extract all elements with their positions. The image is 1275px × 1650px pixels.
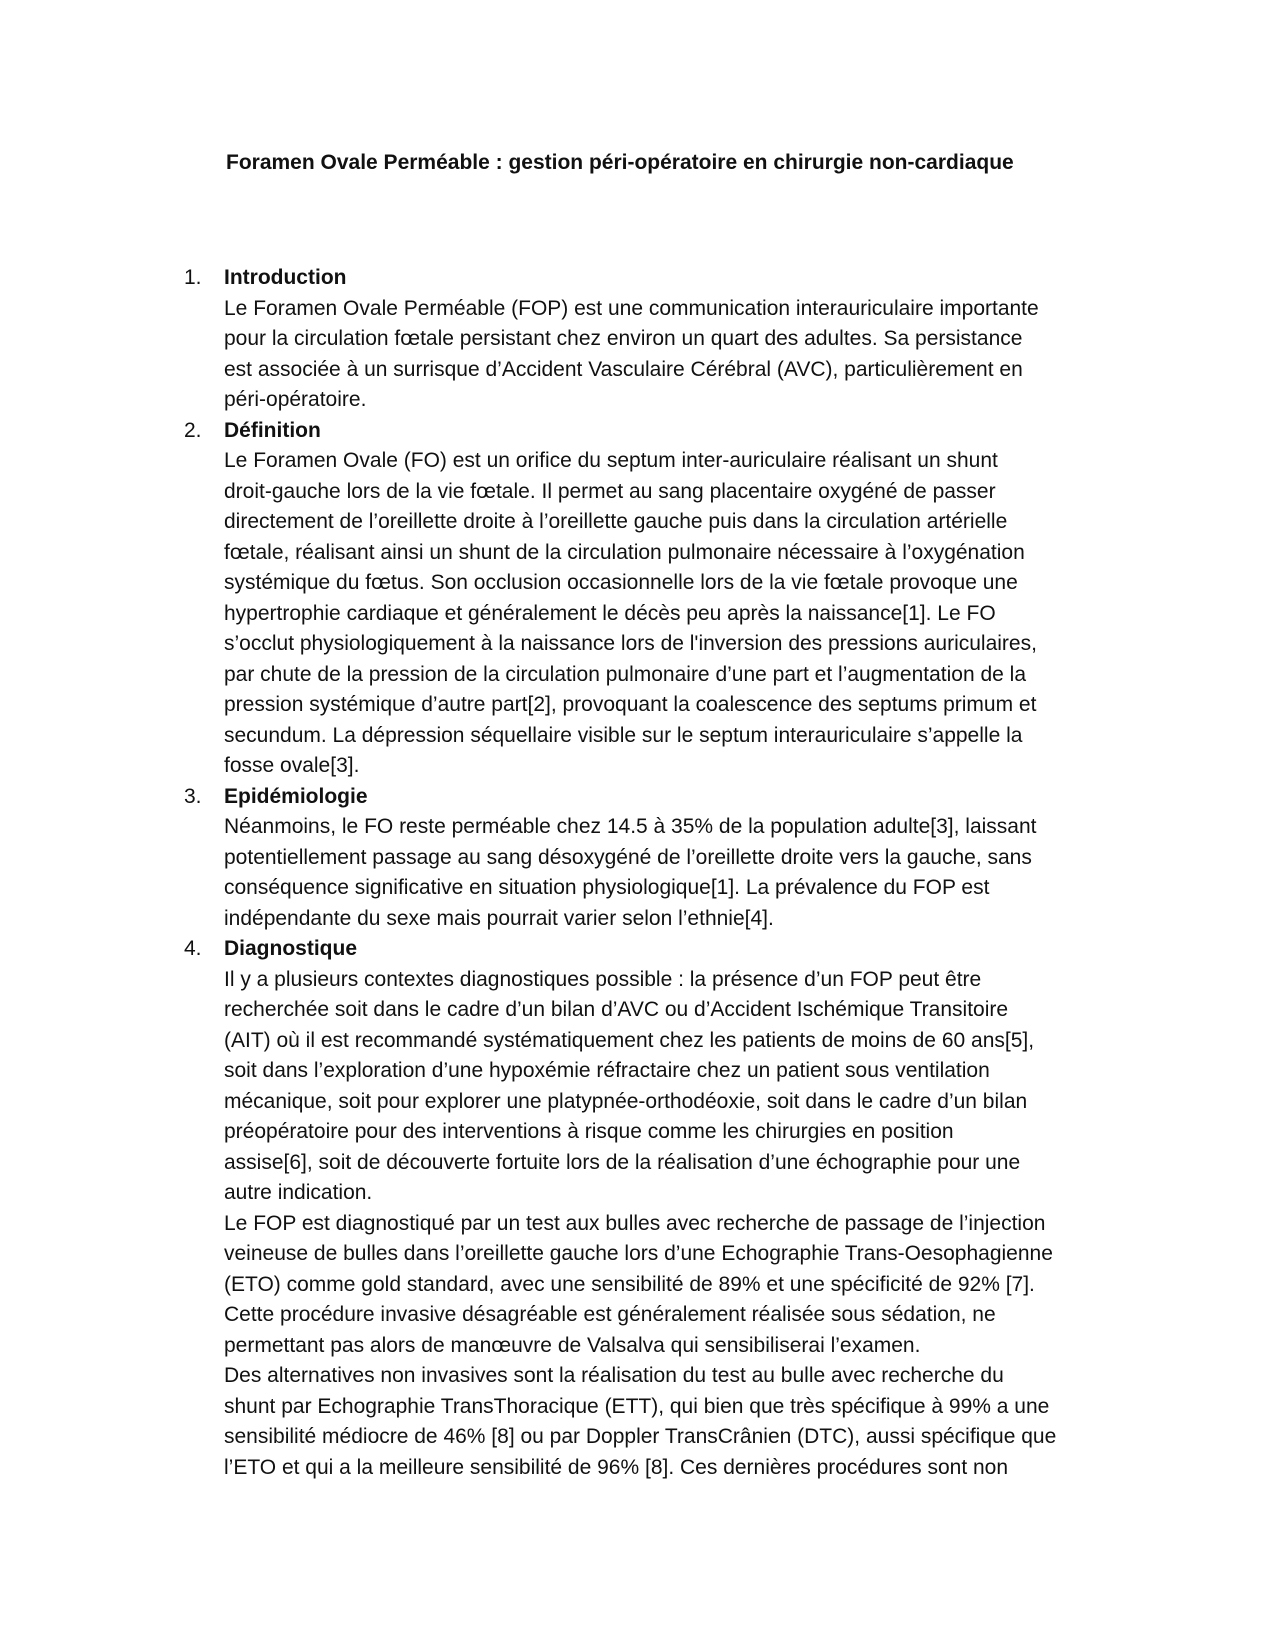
section-heading: Diagnostique [224, 937, 358, 960]
text-line: est associée à un surrisque d’Accident Vasculaire Cérébral (AVC), particulièrement en [224, 357, 1023, 381]
text-line: Le Foramen Ovale (FO) est un orifice du septum inter-auriculaire réalisant un shunt [224, 449, 998, 472]
text-line: veineuse de bulles dans l’oreillette gauche lors d’une Echographie Trans-Oesophagienne [224, 1242, 1053, 1265]
text-line: pression systémique d’autre part[2], provoquant la coalescence des septums primum et [224, 693, 1037, 716]
text-line: (ETO) comme gold standard, avec une sensibilité de 89% et une spécificité de 92% [7]. [224, 1272, 1035, 1296]
text-line: directement de l’oreillette droite à l’oreillette gauche puis dans la circulation artérielle [224, 510, 1008, 533]
text-line: shunt par Echographie TransThoracique (ETT), qui bien que très spécifique à 99% a une [224, 1394, 1050, 1418]
text-line: fœtale, réalisant ainsi un shunt de la circulation pulmonaire nécessaire à l’oxygénation [224, 540, 1025, 564]
text-line: péri-opératoire. [224, 388, 367, 411]
text-line: (AIT) où il est recommandé systématiquement chez les patients de moins de 60 ans[5], [224, 1028, 1035, 1052]
section-heading: Epidémiologie [224, 784, 368, 808]
text-line: par chute de la pression de la circulation pulmonaire d’une part et l’augmentation de la [224, 662, 1026, 686]
text-line: droit-gauche lors de la vie fœtale. Il permet au sang placentaire oxygéné de passer [224, 479, 996, 503]
text-line: secundum. La dépression séquellaire visible sur le septum interauriculaire s’appelle la [224, 723, 1023, 747]
section-heading: Définition [224, 418, 321, 442]
text-line: soit dans l’exploration d’une hypoxémie réfractaire chez un patient sous ventilation [224, 1059, 990, 1082]
text-line: mécanique, soit pour explorer une platypnée-orthodéoxie, soit dans le cadre d’un bilan [224, 1089, 1028, 1113]
paragraph [224, 1361, 1114, 1483]
section-heading: Introduction [224, 266, 347, 289]
text-line: indépendante du sexe mais pourrait varier selon l’ethnie[4]. [224, 906, 774, 930]
section-number: 1. [184, 266, 202, 289]
text-line: Cette procédure invasive désagréable est généralement réalisée sous sédation, ne [224, 1303, 996, 1326]
paragraph [224, 812, 1114, 934]
section-list [0, 263, 1275, 1483]
paragraph [224, 294, 1114, 416]
section-item [0, 416, 1114, 782]
section-item [0, 782, 1114, 935]
text-line: potentiellement passage au sang désoxygéné de l’oreillette droite vers la gauche, sans [224, 845, 1032, 869]
text-line: fosse ovale[3]. [224, 754, 360, 777]
section-item [0, 934, 1114, 1483]
text-line: systémique du fœtus. Son occlusion occasionnelle lors de la vie fœtale provoque une [224, 571, 1018, 594]
text-line: assise[6], soit de découverte fortuite lors de la réalisation d’une échographie pour une [224, 1150, 1021, 1174]
section-number: 3. [184, 784, 202, 808]
paragraph [224, 446, 1114, 782]
section-number: 4. [184, 937, 202, 960]
text-line: pour la circulation fœtale persistant chez environ un quart des adultes. Sa persistance [224, 327, 1023, 350]
text-line: s’occlut physiologiquement à la naissance lors de l'inversion des pressions auriculaires, [224, 632, 1037, 655]
text-line: sensibilité médiocre de 46% [8] ou par Doppler TransCrânien (DTC), aussi spécifique que [224, 1425, 1057, 1448]
text-line: hypertrophie cardiaque et généralement le décès peu après la naissance[1]. Le FO [224, 601, 996, 625]
text-line: l’ETO et qui a la meilleure sensibilité de 96% [8]. Ces dernières procédures sont non [224, 1455, 1009, 1479]
text-line: Le Foramen Ovale Perméable (FOP) est une communication interauriculaire importante [224, 296, 1039, 320]
text-line: permettant pas alors de manœuvre de Valsalva qui sensibiliserai l’examen. [224, 1333, 921, 1357]
text-line: Des alternatives non invasives sont la réalisation du test au bulle avec recherche du [224, 1364, 1004, 1387]
paragraph [224, 1209, 1114, 1362]
document-title: Foramen Ovale Perméable : gestion péri-opératoire en chirurgie non-cardiaque [226, 151, 1014, 174]
section-number: 2. [184, 418, 202, 442]
text-line: autre indication. [224, 1181, 373, 1204]
text-line: Le FOP est diagnostiqué par un test aux bulles avec recherche de passage de l’injection [224, 1211, 1046, 1235]
paragraph [224, 965, 1114, 1209]
section-item [0, 263, 1114, 416]
text-line: préopératoire pour des interventions à risque comme les chirurgies en position [224, 1120, 954, 1143]
text-line: Il y a plusieurs contextes diagnostiques possible : la présence d’un FOP peut être [224, 967, 982, 991]
text-line: conséquence significative en situation physiologique[1]. La prévalence du FOP est [224, 876, 990, 899]
text-line: recherchée soit dans le cadre d’un bilan d’AVC ou d’Accident Ischémique Transitoire [224, 998, 1009, 1021]
text-line: Néanmoins, le FO reste perméable chez 14.5 à 35% de la population adulte[3], laissant [224, 815, 1037, 838]
